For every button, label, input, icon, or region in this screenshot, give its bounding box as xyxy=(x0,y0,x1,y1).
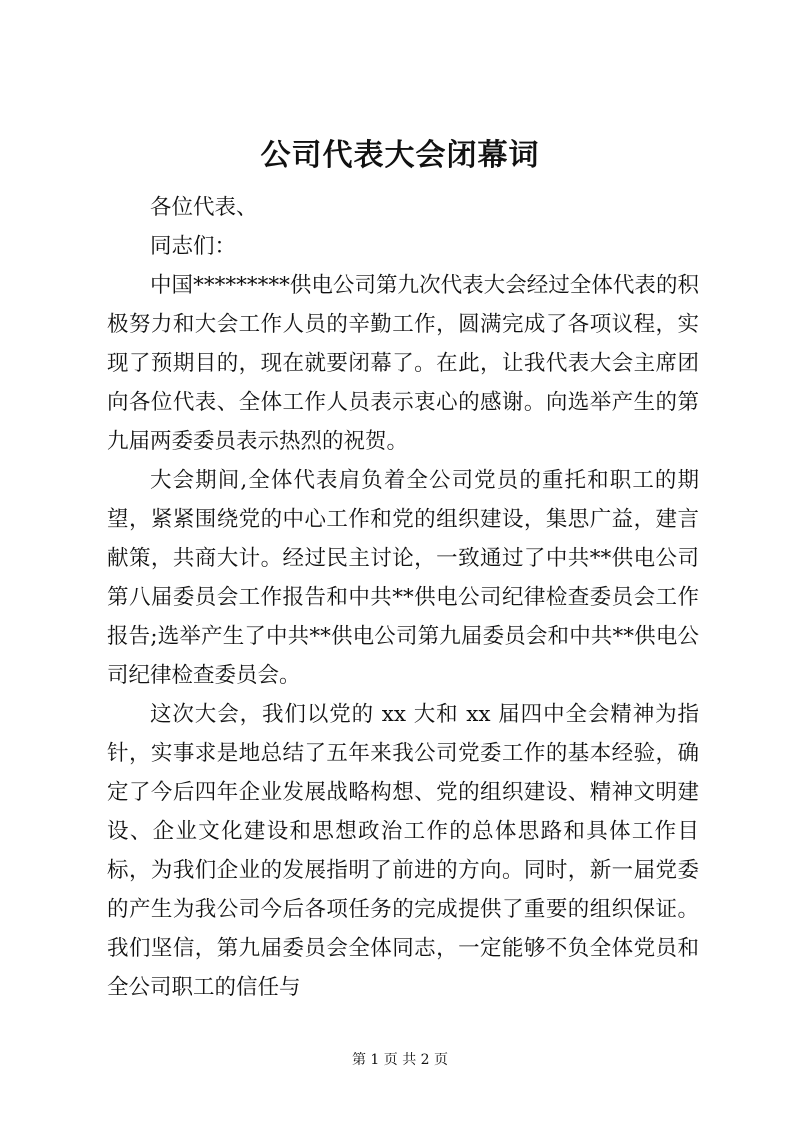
body-paragraph-1: 中国*********供电公司第九次代表大会经过全体代表的积极努力和大会工作人员的辛勤工作，圆满完成了各项议程，实现了预期目的，现在就要闭幕了。在此，让我代表大会主席团向各位代表、全体工作人员表示衷心的感谢。向选举产生的第九届两委委员表示热烈的祝贺。 xyxy=(107,273,699,454)
body-paragraph-2: 大会期间,全体代表肩负着全公司党员的重托和职工的期望，紧紧围绕党的中心工作和党的组织建设，集思广益，建言献策，共商大计。经过民主讨论，一致通过了中共**供电公司第八届委员会工作报告和中共**供电公司纪律检查委员会工作报告;选举产生了中共**供电公司第九届委员会和中共**供电公司纪律检查委员会。 xyxy=(107,468,699,688)
document-body xyxy=(107,188,699,1007)
salutation-line-1: 各位代表、 xyxy=(150,195,258,220)
salutation-line-2: 同志们： xyxy=(150,234,237,259)
body-paragraph-3: 这次大会，我们以党的 xx 大和 xx 届四中全会精神为指针，实事求是地总结了五年来我公司党委工作的基本经验，确定了今后四年企业发展战略构想、党的组织建设、精神文明建设、企业文化建设和思想政治工作的总体思路和具体工作目标，为我们企业的发展指明了前进的方向。同时，新一届党委的产生为我公司今后各项任务的完成提供了重要的组织保证。我们坚信，第九届委员会全体同志，一定能够不负全体党员和全公司职工的信任与 xyxy=(107,702,699,1000)
document-title: 公司代表大会闭幕词 xyxy=(260,138,540,173)
page-footer: 第 1 页 共 2 页 xyxy=(351,1052,449,1068)
